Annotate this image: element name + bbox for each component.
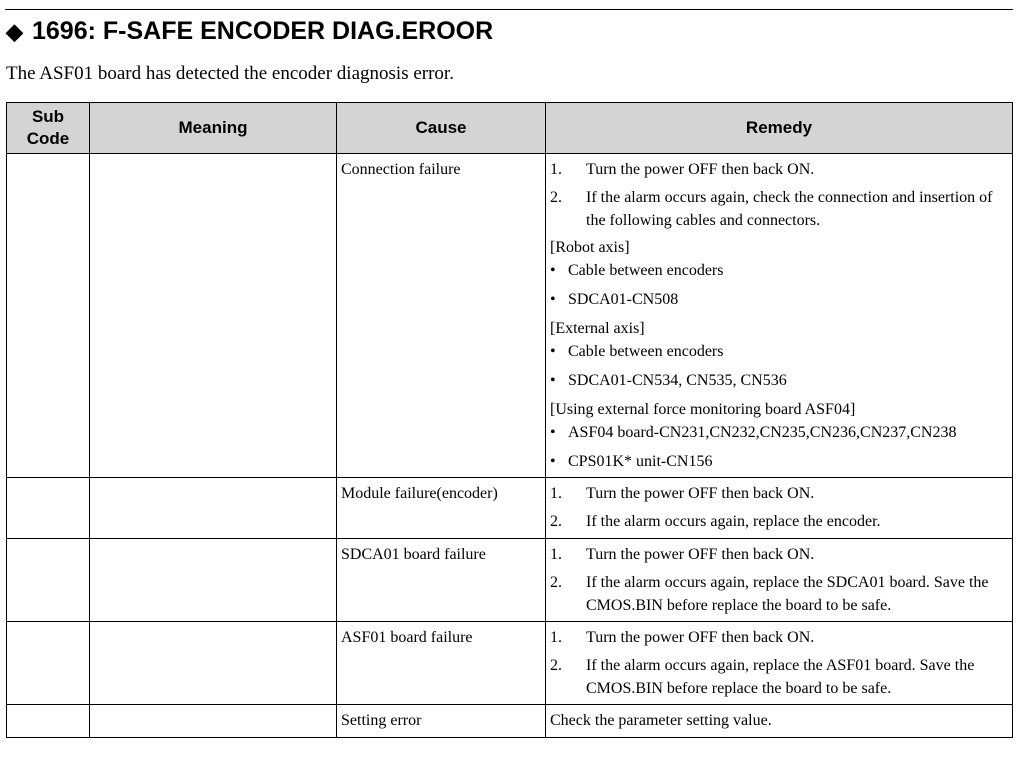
step-text: If the alarm occurs again, replace the ASF01 board. Save the CMOS.BIN before replace the board to be safe. (586, 657, 975, 697)
step-text: Turn the power OFF then back ON. (586, 161, 815, 178)
header-sub-code-line2: Code (26, 129, 70, 148)
step-text: Turn the power OFF then back ON. (586, 485, 815, 502)
header-sub-code-line1: Sub (31, 107, 65, 126)
remedy-step (550, 482, 1008, 506)
meaning-cell (90, 705, 337, 738)
bullet-icon: • (550, 453, 556, 470)
table-row (7, 478, 1013, 539)
step-text: If the alarm occurs again, replace the SDCA01 board. Save the CMOS.BIN before replace the board to be safe. (586, 574, 989, 614)
step-text: Turn the power OFF then back ON. (586, 629, 815, 646)
bullet-icon: • (550, 343, 556, 360)
header-remedy: Remedy (546, 103, 1013, 154)
cause-cell: Connection failure (337, 154, 546, 478)
remedy-bullet-item (550, 259, 1008, 282)
bullet-text: CPS01K* unit-CN156 (568, 453, 713, 470)
cause-cell: Module failure(encoder) (337, 478, 546, 539)
meaning-cell (90, 478, 337, 539)
header-meaning: Meaning (90, 103, 337, 154)
page-title (6, 16, 493, 47)
remedy-group-heading: [External axis] (550, 320, 645, 337)
alarm-description: The ASF01 board has detected the encoder diagnosis error. (6, 63, 454, 84)
remedy-group-heading: [Using external force monitoring board ASF04] (550, 401, 856, 418)
remedy-step (550, 626, 1008, 650)
step-number: 1. (550, 161, 562, 178)
remedy-bullet-item (550, 450, 1008, 473)
header-sub-code (7, 103, 90, 154)
step-number: 2. (550, 513, 562, 530)
bullet-icon: • (550, 372, 556, 389)
remedy-cell (546, 705, 1013, 738)
step-text: If the alarm occurs again, check the connection and insertion of the following cables and connectors. (586, 189, 993, 229)
top-rule (5, 9, 1013, 10)
remedy-step (550, 654, 1008, 700)
table-row (7, 622, 1013, 705)
remedy-step (550, 543, 1008, 567)
remedy-cell (546, 154, 1013, 478)
table-body (7, 154, 1013, 738)
step-number: 1. (550, 629, 562, 646)
step-number: 2. (550, 657, 562, 674)
table-header-row (7, 103, 1013, 154)
table-row (7, 539, 1013, 622)
header-cause: Cause (337, 103, 546, 154)
bullet-icon: • (550, 424, 556, 441)
sub-code-cell (7, 154, 90, 478)
alarm-table (6, 102, 1013, 738)
remedy-step (550, 510, 1008, 534)
remedy-step (550, 186, 1008, 232)
table-row (7, 154, 1013, 478)
bullet-icon: • (550, 262, 556, 279)
remedy-bullet-item (550, 421, 1008, 444)
bullet-icon: • (550, 291, 556, 308)
remedy-bullet-item (550, 340, 1008, 363)
meaning-cell (90, 622, 337, 705)
step-number: 1. (550, 546, 562, 563)
remedy-step (550, 158, 1008, 182)
step-text: If the alarm occurs again, replace the encoder. (586, 513, 881, 530)
diamond-icon: ◆ (6, 19, 23, 44)
remedy-bullet-item (550, 288, 1008, 311)
table-row (7, 705, 1013, 738)
remedy-cell (546, 539, 1013, 622)
cause-cell: SDCA01 board failure (337, 539, 546, 622)
step-number: 1. (550, 485, 562, 502)
step-number: 2. (550, 189, 562, 206)
bullet-text: SDCA01-CN534, CN535, CN536 (568, 372, 787, 389)
sub-code-cell (7, 705, 90, 738)
sub-code-cell (7, 622, 90, 705)
cause-cell: ASF01 board failure (337, 622, 546, 705)
sub-code-cell (7, 478, 90, 539)
step-text: Turn the power OFF then back ON. (586, 546, 815, 563)
cause-cell: Setting error (337, 705, 546, 738)
meaning-cell (90, 154, 337, 478)
bullet-text: Cable between encoders (568, 262, 724, 279)
remedy-cell (546, 622, 1013, 705)
meaning-cell (90, 539, 337, 622)
remedy-cell (546, 478, 1013, 539)
title-text: 1696: F-SAFE ENCODER DIAG.EROOR (32, 17, 494, 45)
remedy-text: Check the parameter setting value. (550, 712, 772, 729)
bullet-text: SDCA01-CN508 (568, 291, 679, 308)
remedy-step (550, 571, 1008, 617)
remedy-group-heading: [Robot axis] (550, 239, 630, 256)
bullet-text: Cable between encoders (568, 343, 724, 360)
remedy-bullet-item (550, 369, 1008, 392)
bullet-text: ASF04 board-CN231,CN232,CN235,CN236,CN237,CN238 (568, 424, 957, 441)
sub-code-cell (7, 539, 90, 622)
step-number: 2. (550, 574, 562, 591)
